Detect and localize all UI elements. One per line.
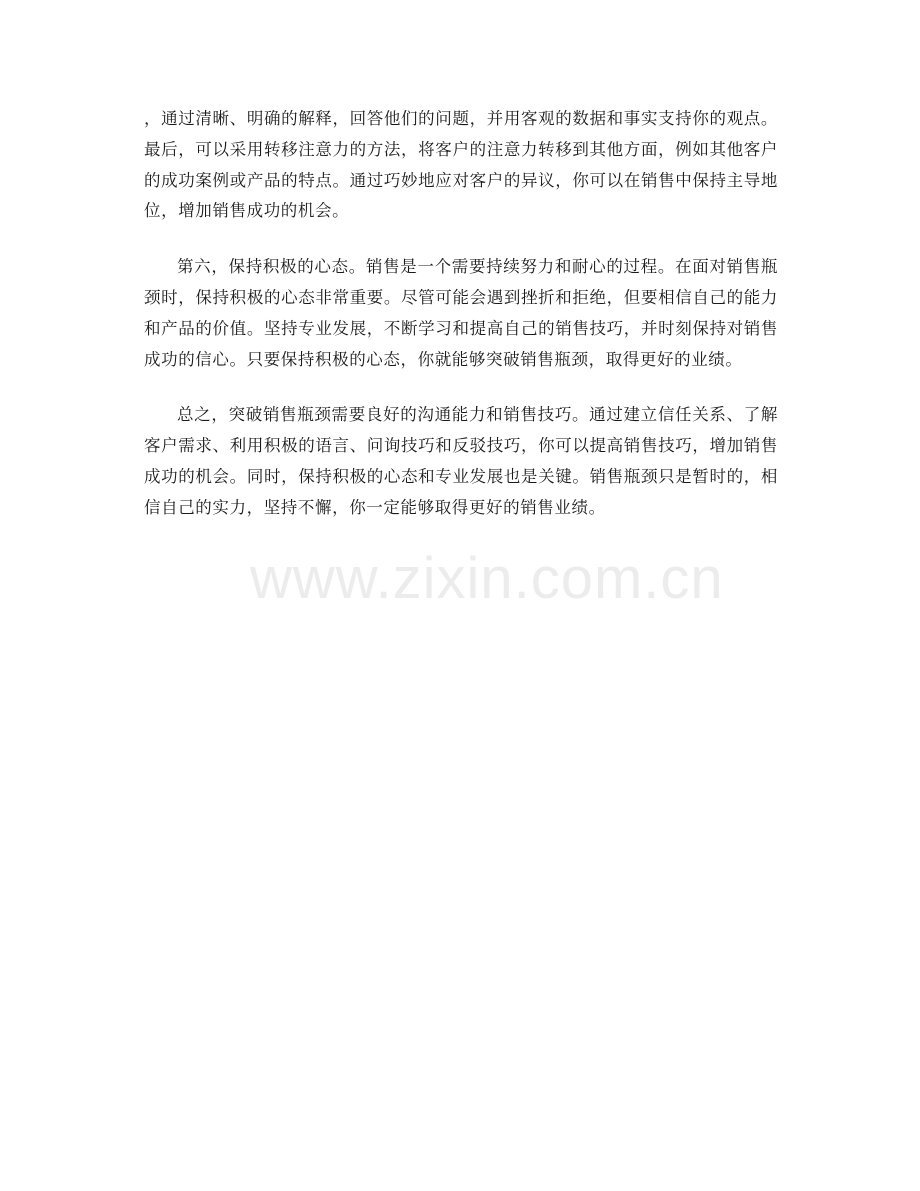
paragraph-positive-mindset: 第六，保持积极的心态。销售是一个需要持续努力和耐心的过程。在面对销售瓶颈时，保持积极的心态非常重要。尽管可能会遇到挫折和拒绝，但要相信自己的能力和产品的价值。坚持专业发展，不断学习和提高自己的销售技巧，并时刻保持对销售成功的信心。只要保持积极的心态，你就能够突破销售瓶颈，取得更好的业绩。 — [144, 257, 778, 369]
watermark: www.zixin.com.cn — [250, 546, 724, 611]
document-body — [144, 104, 778, 524]
paragraph-continuation: ，通过清晰、明确的解释，回答他们的问题，并用客观的数据和事实支持你的观点。最后，可以采用转移注意力的方法，将客户的注意力转移到其他方面，例如其他客户的成功案例或产品的特点。通过巧妙地应对客户的异议，你可以在销售中保持主导地位，增加销售成功的机会。 — [144, 109, 778, 221]
paragraph-conclusion: 总之，突破销售瓶颈需要良好的沟通能力和销售技巧。通过建立信任关系、了解客户需求、利用积极的语言、问询技巧和反驳技巧，你可以提高销售技巧，增加销售成功的机会。同时，保持积极的心态和专业发展也是关键。销售瓶颈只是暂时的，相信自己的实力，坚持不懈，你一定能够取得更好的销售业绩。 — [144, 405, 778, 517]
